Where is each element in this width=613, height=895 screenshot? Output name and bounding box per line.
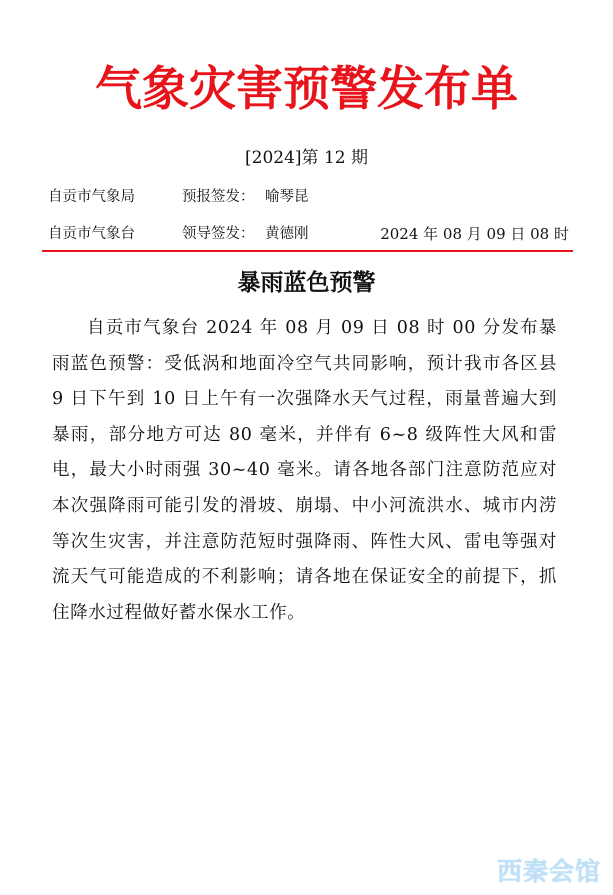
masthead-title: 气象灾害预警发布单 (95, 62, 518, 117)
leader-signer-label: 领导签发： (182, 226, 255, 242)
issuing-station: 自贡市气象台 (48, 226, 135, 242)
forecast-signer-label: 预报签发： (182, 189, 255, 205)
watermark-logo: 西秦会馆 (496, 857, 601, 886)
meta-row-leader (0, 222, 613, 246)
warning-title: 暴雨蓝色预警 (237, 270, 376, 296)
issue-datetime: 2024 年 08 月 09 日 08 时 (380, 225, 569, 243)
leader-signer-name: 黄德刚 (265, 226, 309, 242)
warning-body: 自贡市气象台 2024 年 08 月 09 日 08 时 00 分发布暴雨蓝色预警：受低涡和地面冷空气共同影响，预计我市各区县 9 日下午到 10 日上午有一次强降水天气过程，雨量普遍大到暴雨，部分地方可达 80 毫米，并伴有 6~8 级阵性大风和雷电，最大小时雨强 30~40 毫米。请各地各部门注意防范应对本次强降雨可能引发的滑坡、崩塌、中小河流洪水、城市内涝等次生灾害，并注意防范短时强降雨、阵性大风、雷电等强对流天气可能造成的不利影响；请各地在保证安全的前提下，抓住降水过程做好蓄水保水工作。 (52, 318, 557, 623)
meta-row-forecast (0, 185, 613, 209)
forecast-signer-name: 喻琴昆 (265, 189, 309, 205)
issue-number: [2024]第 12 期 (245, 148, 368, 168)
issuing-unit: 自贡市气象局 (48, 189, 135, 205)
header-divider (42, 250, 573, 252)
